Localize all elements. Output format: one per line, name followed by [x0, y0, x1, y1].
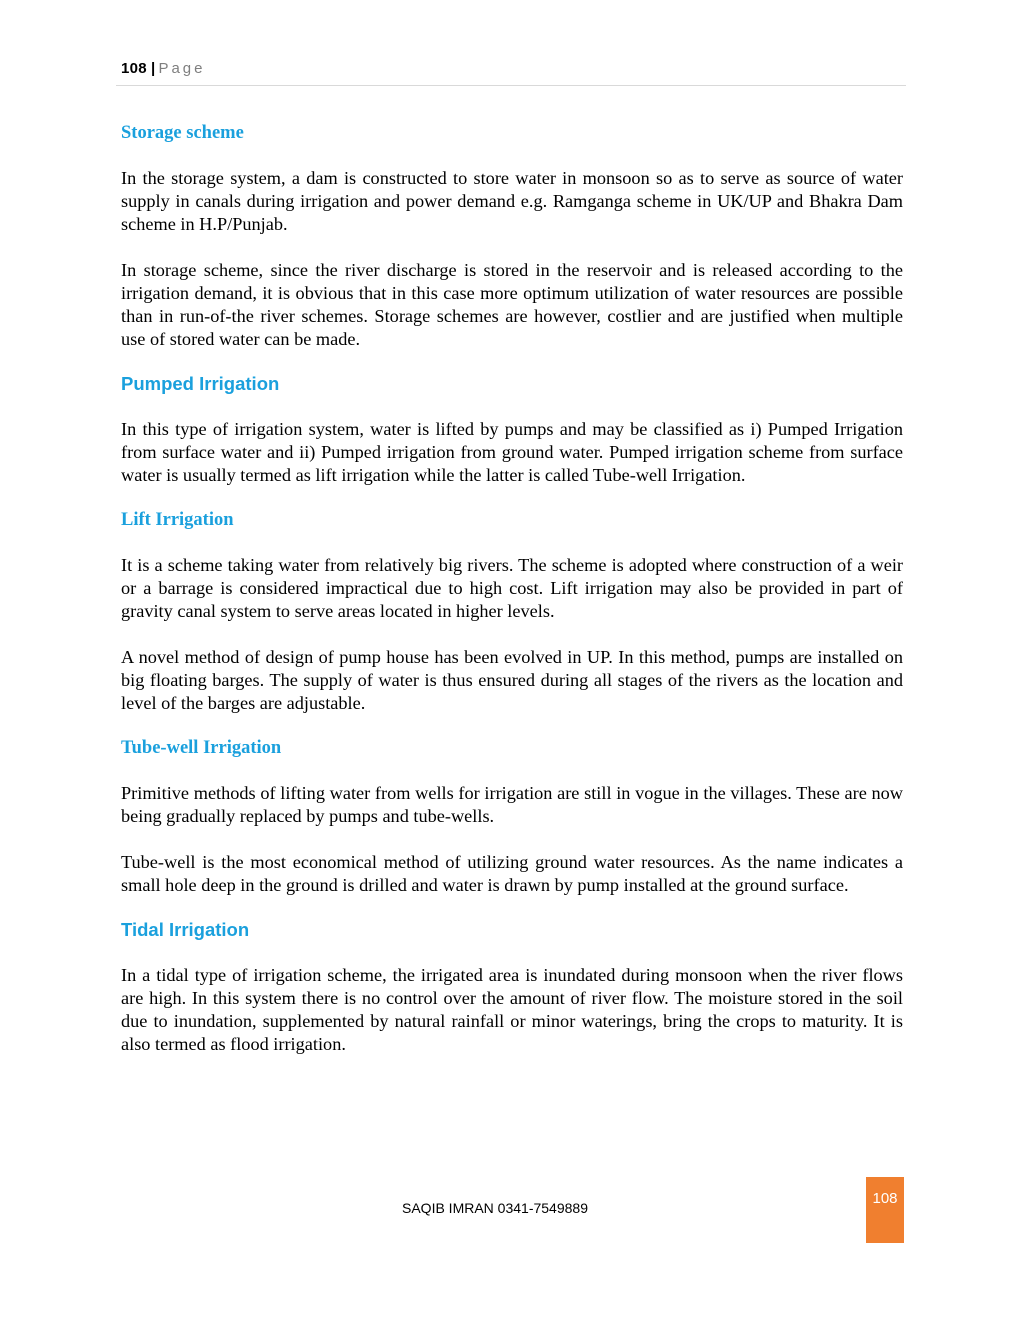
section-heading-lift-irrigation: Lift Irrigation — [121, 510, 234, 530]
paragraph-lift-2: A novel method of design of pump house has been evolved in UP. In this method, pumps are installed on big floating barges. The supply of water is thus ensured during all stages of the rivers as the location and level of the barges are adjustable. — [121, 647, 903, 713]
section-heading-pumped-irrigation: Pumped Irrigation — [121, 373, 280, 394]
header-separator: | — [150, 60, 156, 77]
page-content — [121, 120, 903, 1056]
paragraph-pumped-1: In this type of irrigation system, water is lifted by pumps and may be classified as i) Pumped Irrigation from surface water and ii) Pumped irrigation from ground water. Pumped irrigation scheme from surface water is usually termed as lift irrigation while the latter is called Tube-well Irrigation. — [121, 419, 903, 485]
section-heading-tube-well-irrigation: Tube-well Irrigation — [121, 738, 282, 758]
section-heading-storage-scheme: Storage scheme — [121, 123, 244, 143]
page-header — [121, 60, 205, 77]
section-heading-tidal-irrigation: Tidal Irrigation — [121, 919, 250, 940]
paragraph-storage-1: In the storage system, a dam is constructed to store water in monsoon so as to serve as source of water supply in canals during irrigation and power demand e.g. Ramganga scheme in UK/UP and Bhakra Dam scheme in H.P/Punjab. — [121, 168, 903, 234]
paragraph-storage-2: In storage scheme, since the river discharge is stored in the reservoir and is released according to the irrigation demand, it is obvious that in this case more optimum utilization of water resources are possible than in run-of-the river schemes. Storage schemes are however, costlier and are justified when multiple use of stored water can be made. — [121, 260, 903, 349]
paragraph-lift-1: It is a scheme taking water from relatively big rivers. The scheme is adopted where construction of a weir or a barrage is considered impractical due to high cost. Lift irrigation may also be provided in part of gravity canal system to serve areas located in higher levels. — [121, 555, 903, 621]
page-footer-author: SAQIB IMRAN 0341-7549889 — [402, 1200, 588, 1216]
paragraph-tidal-1: In a tidal type of irrigation scheme, the irrigated area is inundated during monsoon when the river flows are high. In this system there is no control over the amount of river flow. The moisture stored in the soil due to inundation, supplemented by natural rainfall or minor waterings, bring the crops to maturity. It is also termed as flood irrigation. — [121, 965, 903, 1054]
paragraph-tubewell-1: Primitive methods of lifting water from wells for irrigation are still in vogue in the villages. These are now being gradually replaced by pumps and tube-wells. — [121, 783, 903, 826]
paragraph-tubewell-2: Tube-well is the most economical method of utilizing ground water resources. As the name indicates a small hole deep in the ground is drilled and water is drawn by pump installed at the ground surface. — [121, 852, 903, 895]
header-page-number: 108 — [121, 60, 147, 77]
header-page-word: Page — [158, 60, 206, 77]
header-divider — [116, 85, 906, 86]
page-number-badge: 108 — [866, 1177, 904, 1243]
